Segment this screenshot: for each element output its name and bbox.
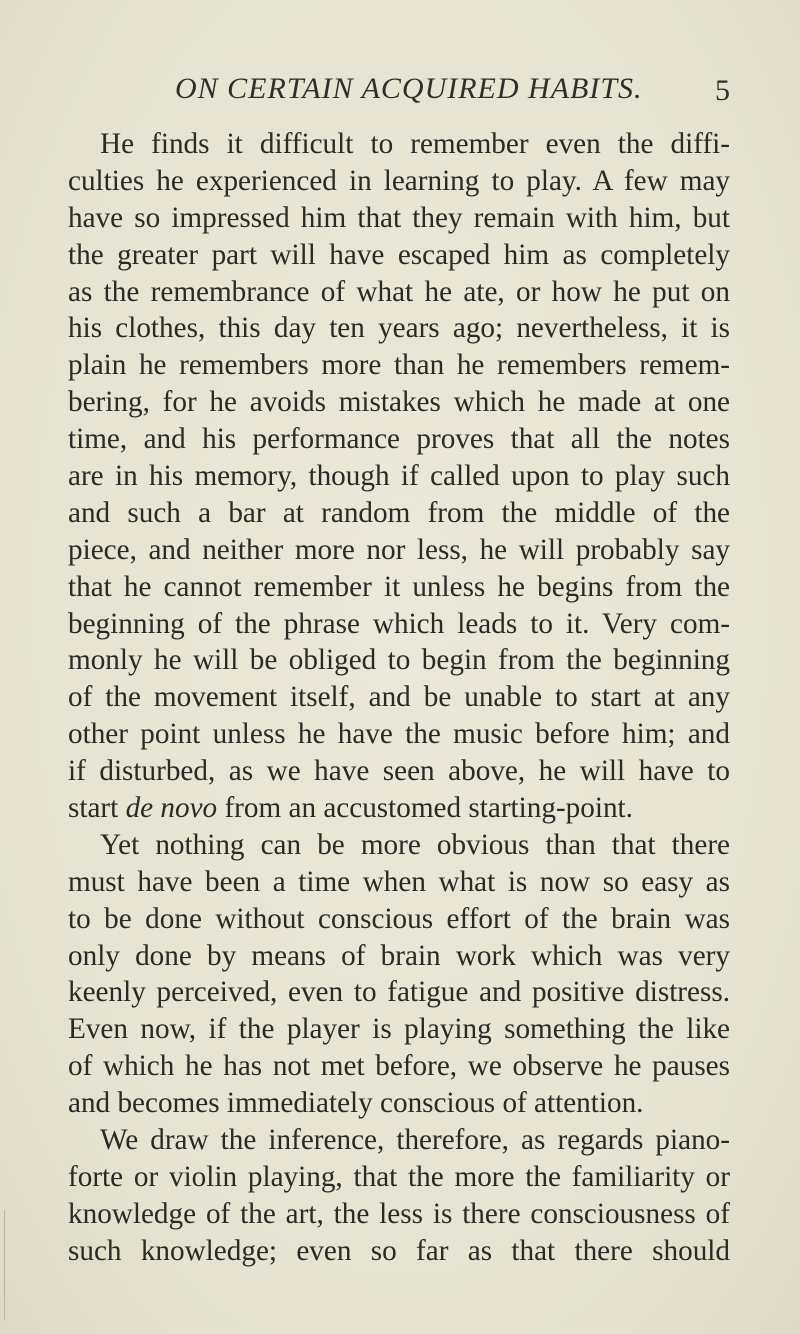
text-line: and becomes immediately conscious of attention. xyxy=(68,1087,644,1120)
text-line: are in his memory, though if called upon to play such xyxy=(68,460,730,493)
text-line: Even now, if the player is playing something the like xyxy=(68,1013,730,1046)
text-line: of which he has not met before, we observe he pauses xyxy=(68,1050,730,1083)
text-line: monly he will be obliged to begin from the beginning xyxy=(68,644,730,677)
text-line: that he cannot remember it unless he begins from the xyxy=(68,570,730,603)
text-line: knowledge of the art, the less is there consciousness of xyxy=(68,1197,730,1230)
text-segment: start xyxy=(68,792,126,825)
text-line: Yet nothing can be more obvious than that there xyxy=(100,828,730,861)
body-text xyxy=(68,126,730,1270)
text-line: other point unless he have the music before him; and xyxy=(68,718,730,751)
text-line: beginning of the phrase which leads to it. Very com- xyxy=(68,607,730,640)
text-line: forte or violin playing, that the more the familiarity or xyxy=(68,1160,730,1193)
text-line: his clothes, this day ten years ago; nevertheless, it is xyxy=(68,312,730,345)
text-line: We draw the inference, therefore, as regards piano- xyxy=(100,1124,730,1157)
text-line: such knowledge; even so far as that there should xyxy=(68,1234,730,1267)
text-line: plain he remembers more than he remembers remem- xyxy=(68,349,730,382)
text-line: must have been a time when what is now so easy as xyxy=(68,865,730,898)
running-title: ON CERTAIN ACQUIRED HABITS. xyxy=(175,72,643,105)
text-line: keenly perceived, even to fatigue and positive distress. xyxy=(68,976,730,1009)
page-number: 5 xyxy=(715,74,730,107)
text-line: culties he experienced in learning to play. A few may xyxy=(68,164,730,197)
binding-edge-mark xyxy=(4,1210,5,1320)
text-line: of the movement itself, and be unable to start at any xyxy=(68,681,730,714)
text-line: piece, and neither more nor less, he will probably say xyxy=(68,533,730,566)
text-segment: from an accustomed starting-point. xyxy=(217,792,633,825)
text-line: only done by means of brain work which was very xyxy=(68,939,730,972)
running-head xyxy=(70,72,730,112)
text-line: as the remembrance of what he ate, or how he put on xyxy=(68,275,730,308)
text-line: He finds it difficult to remember even the diffi- xyxy=(100,128,730,160)
text-line-final xyxy=(68,790,730,827)
text-line: and such a bar at random from the middle of the xyxy=(68,496,730,529)
text-line: if disturbed, as we have seen above, he will have to xyxy=(68,755,730,788)
text-line: bering, for he avoids mistakes which he made at one xyxy=(68,386,730,419)
text-line: have so impressed him that they remain with him, but xyxy=(68,201,730,234)
text-line: the greater part will have escaped him as completely xyxy=(68,238,730,271)
text-line: time, and his performance proves that all the notes xyxy=(68,423,730,456)
text-line: to be done without conscious effort of the brain was xyxy=(68,902,730,935)
italic-phrase: de novo xyxy=(125,792,218,825)
